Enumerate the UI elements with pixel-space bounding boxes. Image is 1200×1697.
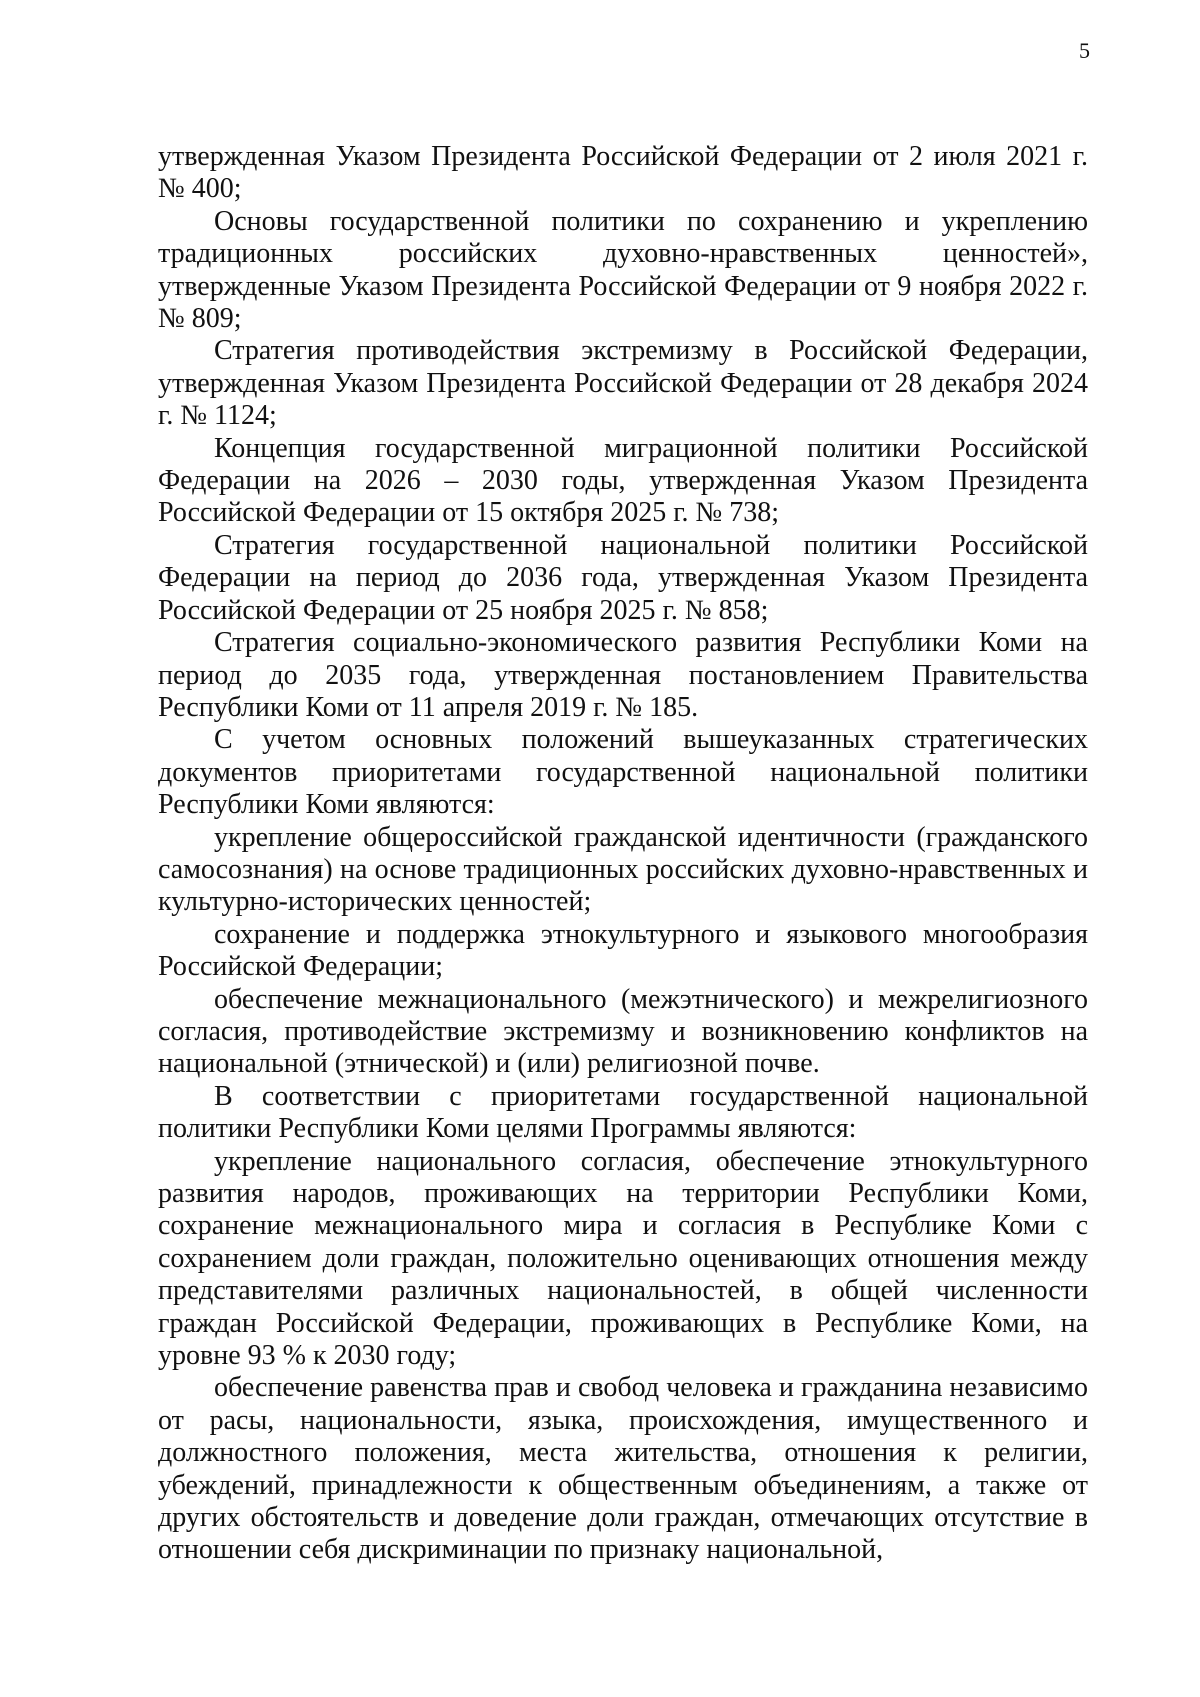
paragraph-goal-equal-rights: обеспечение равенства прав и свобод человека и гражданина независимо от расы, национальности, языка, происхождения, имущественного и должностного положения, места жительства, отношения к религии, убеждений, принадлежности к общественным объединениям, а также от других обстоятельств и доведение доли граждан, отмечающих отсутствие в отношении себя дискриминации по признаку национальной, <box>158 1372 1088 1566</box>
paragraph-migration-concept: Концепция государственной миграционной политики Российской Федерации на 2026 – 2030 годы, утвержденная Указом Президента Российской Федерации от 15 октября 2025 г. № 738; <box>158 432 1088 529</box>
paragraph-decree-continuation: утвержденная Указом Президента Российской Федерации от 2 июля 2021 г. № 400; <box>158 141 1088 205</box>
paragraph-national-policy-strategy: Стратегия государственной национальной политики Российской Федерации на период до 2036 года, утвержденная Указом Президента Российской Федерации от 25 ноября 2025 г. № 858; <box>158 529 1088 626</box>
paragraph-priorities-intro: С учетом основных положений вышеуказанных стратегических документов приоритетами государственной национальной политики Республики Коми являются: <box>158 724 1088 821</box>
paragraph-goals-intro: В соответствии с приоритетами государственной национальной политики Республики Коми целями Программы являются: <box>158 1080 1088 1145</box>
paragraph-priority-harmony: обеспечение межнационального (межэтнического) и межрелигиозного согласия, противодействие экстремизму и возникновению конфликтов на национальной (этнической) и (или) религиозной почве. <box>158 983 1088 1080</box>
paragraph-goal-national-accord: укрепление национального согласия, обеспечение этнокультурного развития народов, проживающих на территории Республики Коми, сохранение межнационального мира и согласия в Республике Коми с сохранением доли граждан, положительно оценивающих отношения между представителями различных национальностей, в общей численности граждан Российской Федерации, проживающих в Республике Коми, на уровне 93 % к 2030 году; <box>158 1145 1088 1372</box>
paragraph-extremism-strategy: Стратегия противодействия экстремизму в Российской Федерации, утвержденная Указом Президента Российской Федерации от 28 декабря 2024 г. № 1124; <box>158 335 1088 432</box>
paragraph-foundations-policy: Основы государственной политики по сохранению и укреплению традиционных российских духовно-нравственных ценностей», утвержденные Указом Президента Российской Федерации от 9 ноября 2022 г. № 809; <box>158 205 1088 335</box>
paragraph-priority-identity: укрепление общероссийской гражданской идентичности (гражданского самосознания) на основе традиционных российских духовно-нравственных и культурно-исторических ценностей; <box>158 821 1088 918</box>
paragraph-priority-diversity: сохранение и поддержка этнокультурного и языкового многообразия Российской Федерации; <box>158 918 1088 983</box>
document-body <box>158 141 1088 1567</box>
page-number: 5 <box>1079 38 1090 63</box>
paragraph-komi-development-strategy: Стратегия социально-экономического развития Республики Коми на период до 2035 года, утвержденная постановлением Правительства Республики Коми от 11 апреля 2019 г. № 185. <box>158 627 1088 723</box>
